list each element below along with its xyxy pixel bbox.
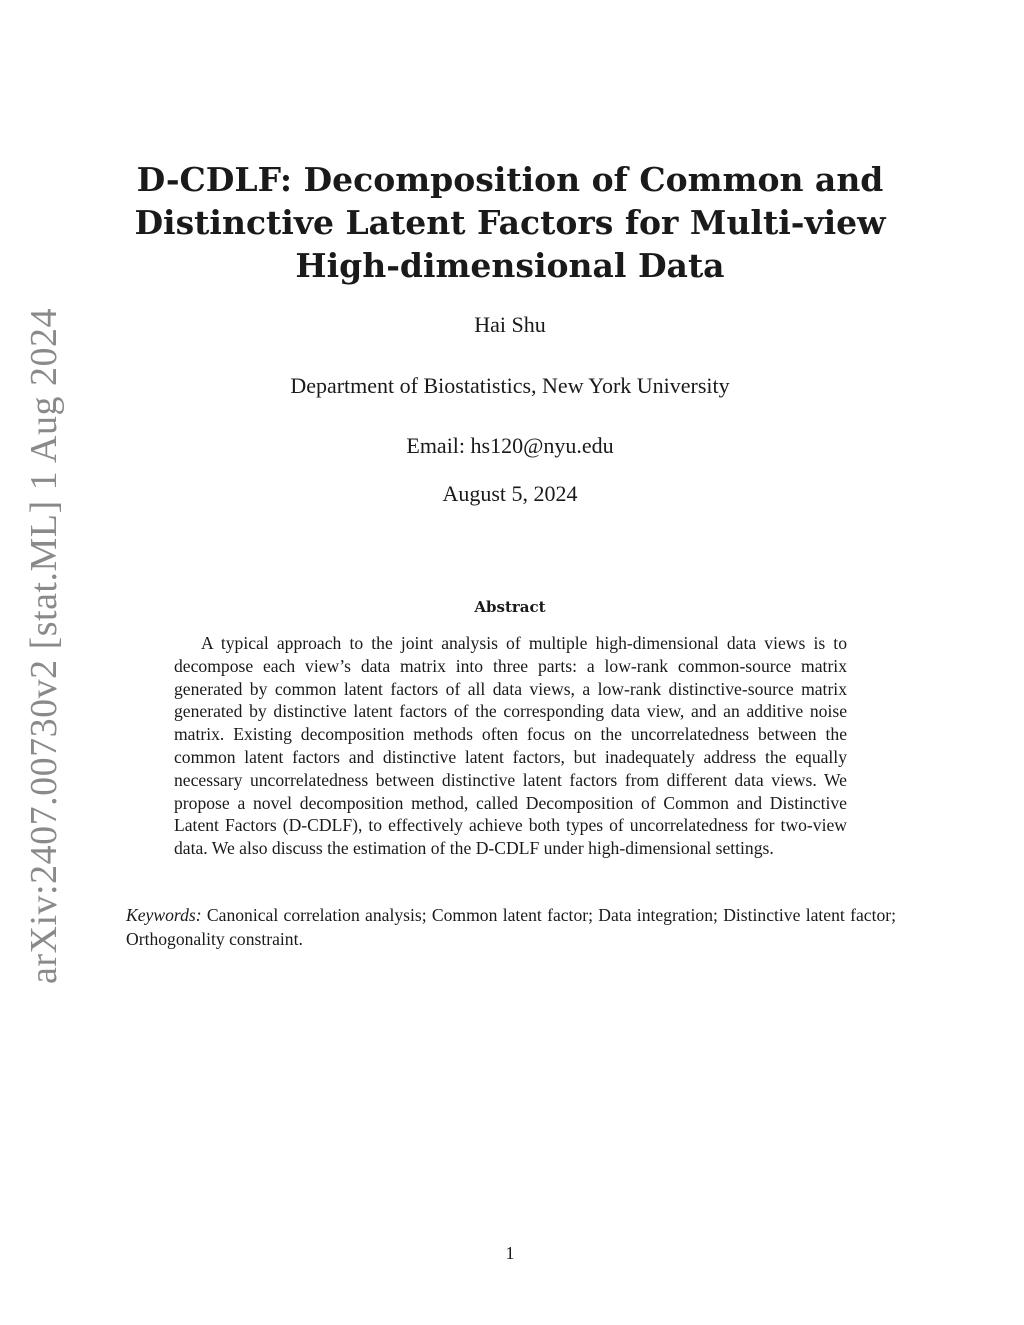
abstract-text: A typical approach to the joint analysis of multiple high-dimensional data views is to decompose each view’s data matrix into three parts: a low-rank common-source matrix generated by common latent factors of all data views, a low-rank distinctive-source matrix generated by distinctive latent factors of the corresponding data view, and an additive noise matrix. Existing decomposition methods often focus on the uncorrelatedness between the common latent factors and distinctive latent factors, but inadequately address the equally necessary uncorrelatedness between distinctive latent factors from different data views. We propose a novel decomposition method, called Decomposition of Common and Distinctive Latent Factors (D-CDLF), to effectively achieve both types of uncorrelatedness for two-view data. We also discuss the estimation of the D-CDLF under high-dimensional settings. <box>174 633 847 859</box>
arxiv-identifier-stamp: arXiv:2407.00730v2 [stat.ML] 1 Aug 2024 <box>23 307 65 985</box>
paper-title: D-CDLF: Decomposition of Common and Distinctive Latent Factors for Multi-view High-dimensional Data <box>134 160 886 285</box>
page-number: 1 <box>505 1243 515 1263</box>
author-affiliation: Department of Biostatistics, New York University <box>290 373 730 398</box>
author-email: Email: hs120@nyu.edu <box>406 433 614 458</box>
author-name: Hai Shu <box>474 312 546 337</box>
paper-date: August 5, 2024 <box>442 481 578 506</box>
abstract-heading: Abstract <box>474 598 546 616</box>
keywords-paragraph <box>126 903 896 951</box>
keywords-label: Keywords: <box>126 905 202 925</box>
keywords-text: Canonical correlation analysis; Common latent factor; Data integration; Distinctive latent factor; Orthogonality constraint. <box>126 905 897 949</box>
